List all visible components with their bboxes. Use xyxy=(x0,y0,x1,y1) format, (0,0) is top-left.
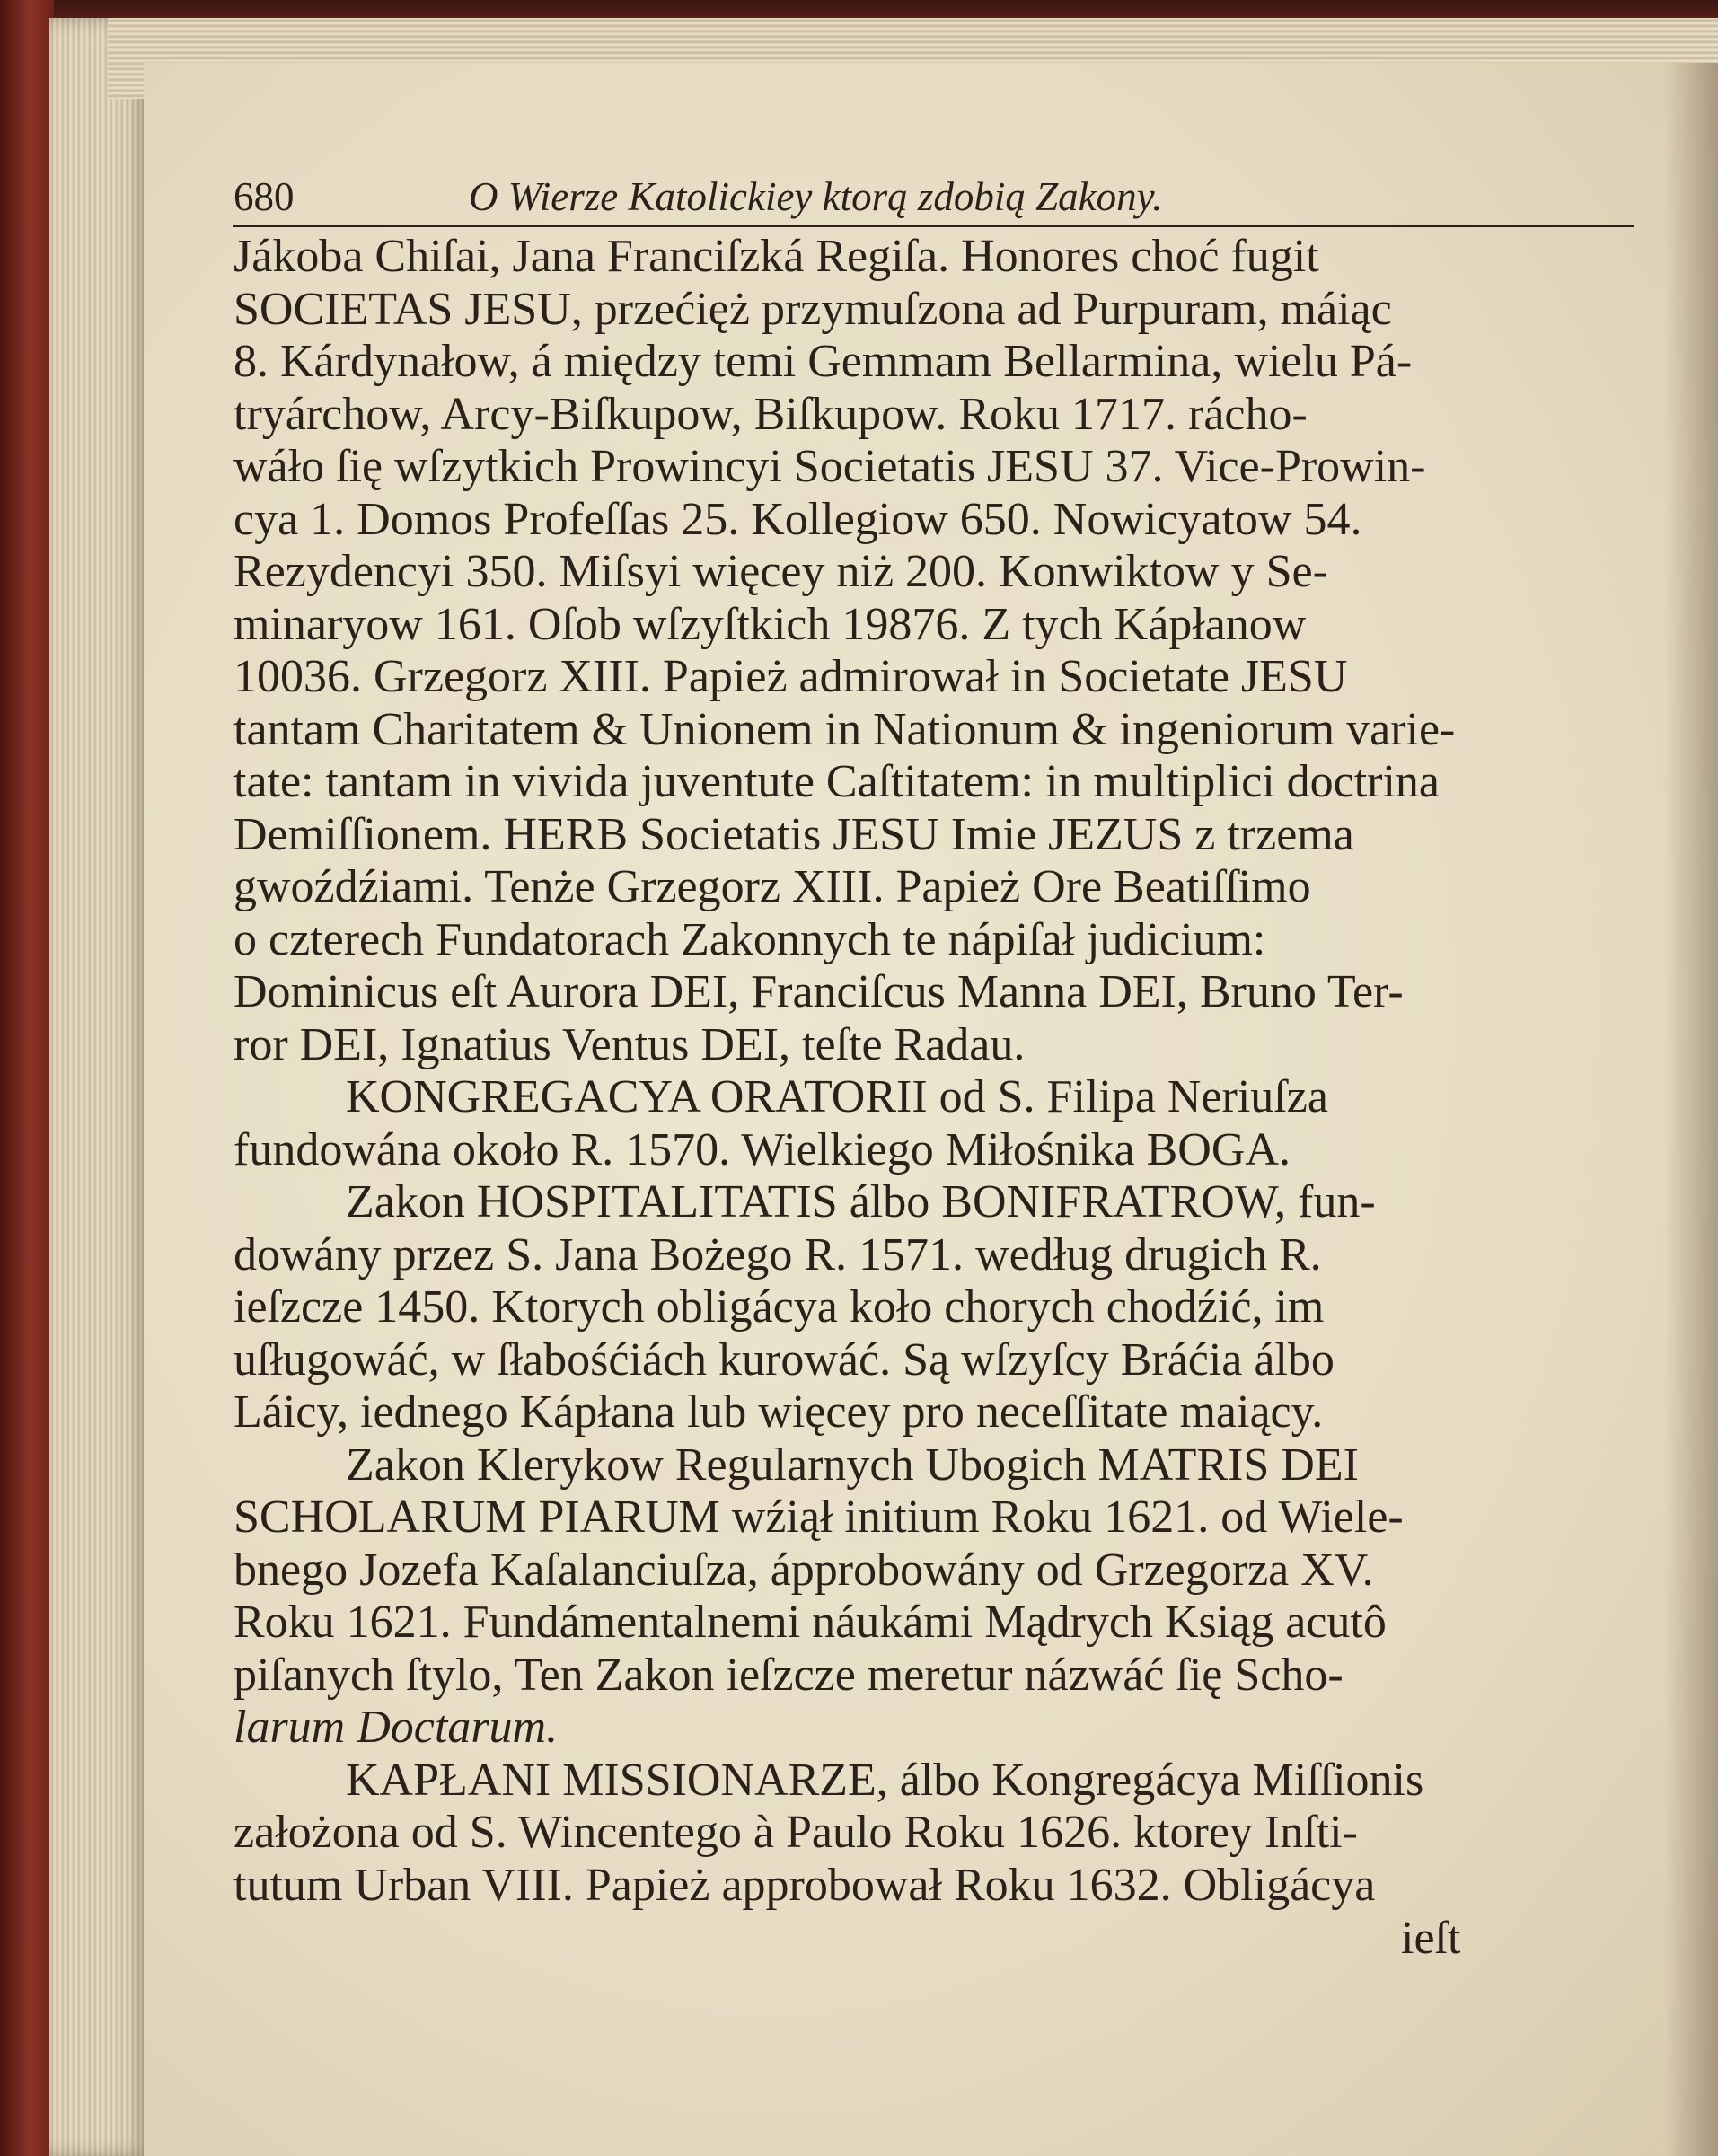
text-line: larum Doctarum. xyxy=(233,1702,559,1753)
text-line: fundowána około R. 1570. Wielkiego Miłośnika BOGA. xyxy=(233,1123,1291,1175)
text-line: cya 1. Domos Profeſſas 25. Kollegiow 650. Nowicyatow 54. xyxy=(233,493,1362,545)
text-line: Demiſſionem. HERB Societatis JESU Imie JEZUS z trzema xyxy=(233,808,1354,860)
text-line: Jákoba Chiſai, Jana Franciſzká Regiſa. Honores choć fugit xyxy=(233,231,1319,282)
page-header xyxy=(233,166,1634,225)
text-line: 8. Kárdynałow, á między temi Gemmam Bellarmina, wielu Pá- xyxy=(233,336,1413,387)
text-line: ror DEI, Ignatius Ventus DEI, teſte Radau. xyxy=(233,1018,1026,1070)
text-line: tantam Charitatem & Unionem in Nationum & ingeniorum varie- xyxy=(233,703,1456,755)
text-line: 10036. Grzegorz XIII. Papież admirował in Societate JESU xyxy=(233,651,1348,702)
text-line: KONGREGACYA ORATORII od S. Filipa Neriuſza xyxy=(346,1071,1328,1122)
text-line: gwoźdźiami. Tenże Grzegorz XIII. Papież Ore Beatiſſimo xyxy=(233,861,1311,912)
text-line: minaryow 161. Oſob wſzyſtkich 19876. Z tych Kápłanow xyxy=(233,598,1307,650)
page-edges xyxy=(49,18,148,2156)
text-line: tutum Urban VIII. Papież approbował Roku 1632. Obligácya xyxy=(233,1859,1376,1911)
text-line: o czterech Fundatorach Zakonnych te nápiſał judicium: xyxy=(233,913,1266,965)
text-line: Zakon Klerykow Regularnych Ubogich MATRIS DEI xyxy=(346,1439,1359,1491)
text-line: Zakon HOSPITALITATIS álbo BONIFRATROW, fun- xyxy=(346,1176,1376,1228)
text-line: uſługowáć, w ſłabośćiách kurowáć. Są wſzyſcy Bráćia álbo xyxy=(233,1333,1335,1386)
text-line: dowány przez S. Jana Bożego R. 1571. według drugich R. xyxy=(233,1228,1322,1280)
text-line: bnego Jozefa Kaſalanciuſza, ápprobowány od Grzegorza XV. xyxy=(233,1544,1374,1596)
text-line: Dominicus eſt Aurora DEI, Franciſcus Manna DEI, Bruno Ter- xyxy=(233,966,1404,1017)
body-text xyxy=(233,231,1634,1912)
catchword: ieſt xyxy=(1401,1913,1461,1964)
page-gutter-shadow xyxy=(1664,63,1718,2156)
text-line: Láicy, iednego Kápłana lub więcey pro neceſſitate maiący. xyxy=(233,1386,1324,1438)
text-line: tryárchow, Arcy-Biſkupow, Biſkupow. Roku 1717. rácho- xyxy=(233,388,1308,440)
text-line: piſanych ſtylo, Ten Zakon ieſzcze meretur názwáć ſię Scho- xyxy=(233,1649,1344,1701)
text-line: Rezydencyi 350. Miſsyi więcey niż 200. Konwiktow y Se- xyxy=(233,546,1328,597)
running-title: O Wierze Katolickiey ktorą zdobią Zakony. xyxy=(469,174,1163,219)
book-cover-spine xyxy=(0,0,54,2156)
text-line: założona od S. Wincentego à Paulo Roku 1626. ktorey Inſti- xyxy=(233,1807,1358,1858)
text-line: wáło ſię wſzytkich Prowincyi Societatis JESU 37. Vice-Prowin- xyxy=(233,441,1426,492)
text-line: Roku 1621. Fundámentalnemi náukámi Mądrych Ksiąg acutô xyxy=(233,1597,1387,1648)
text-line: KAPŁANI MISSIONARZE, álbo Kongregácya Miſſionis xyxy=(346,1754,1424,1806)
text-line: SOCIETAS JESU, przećięż przymuſzona ad Purpuram, máiąc xyxy=(233,283,1392,335)
text-line: tate: tantam in vivida juventute Caſtitatem: in multiplici doctrina xyxy=(233,756,1440,807)
page-text-block xyxy=(233,166,1634,1966)
page-number: 680 xyxy=(233,174,295,219)
text-line: SCHOLARUM PIARUM wźiął initium Roku 1621. od Wiele- xyxy=(233,1492,1404,1543)
text-line: ieſzcze 1450. Ktorych obligácya koło chorych chodźić, im xyxy=(233,1281,1325,1333)
printed-page xyxy=(144,63,1718,2156)
header-rule xyxy=(233,225,1634,227)
